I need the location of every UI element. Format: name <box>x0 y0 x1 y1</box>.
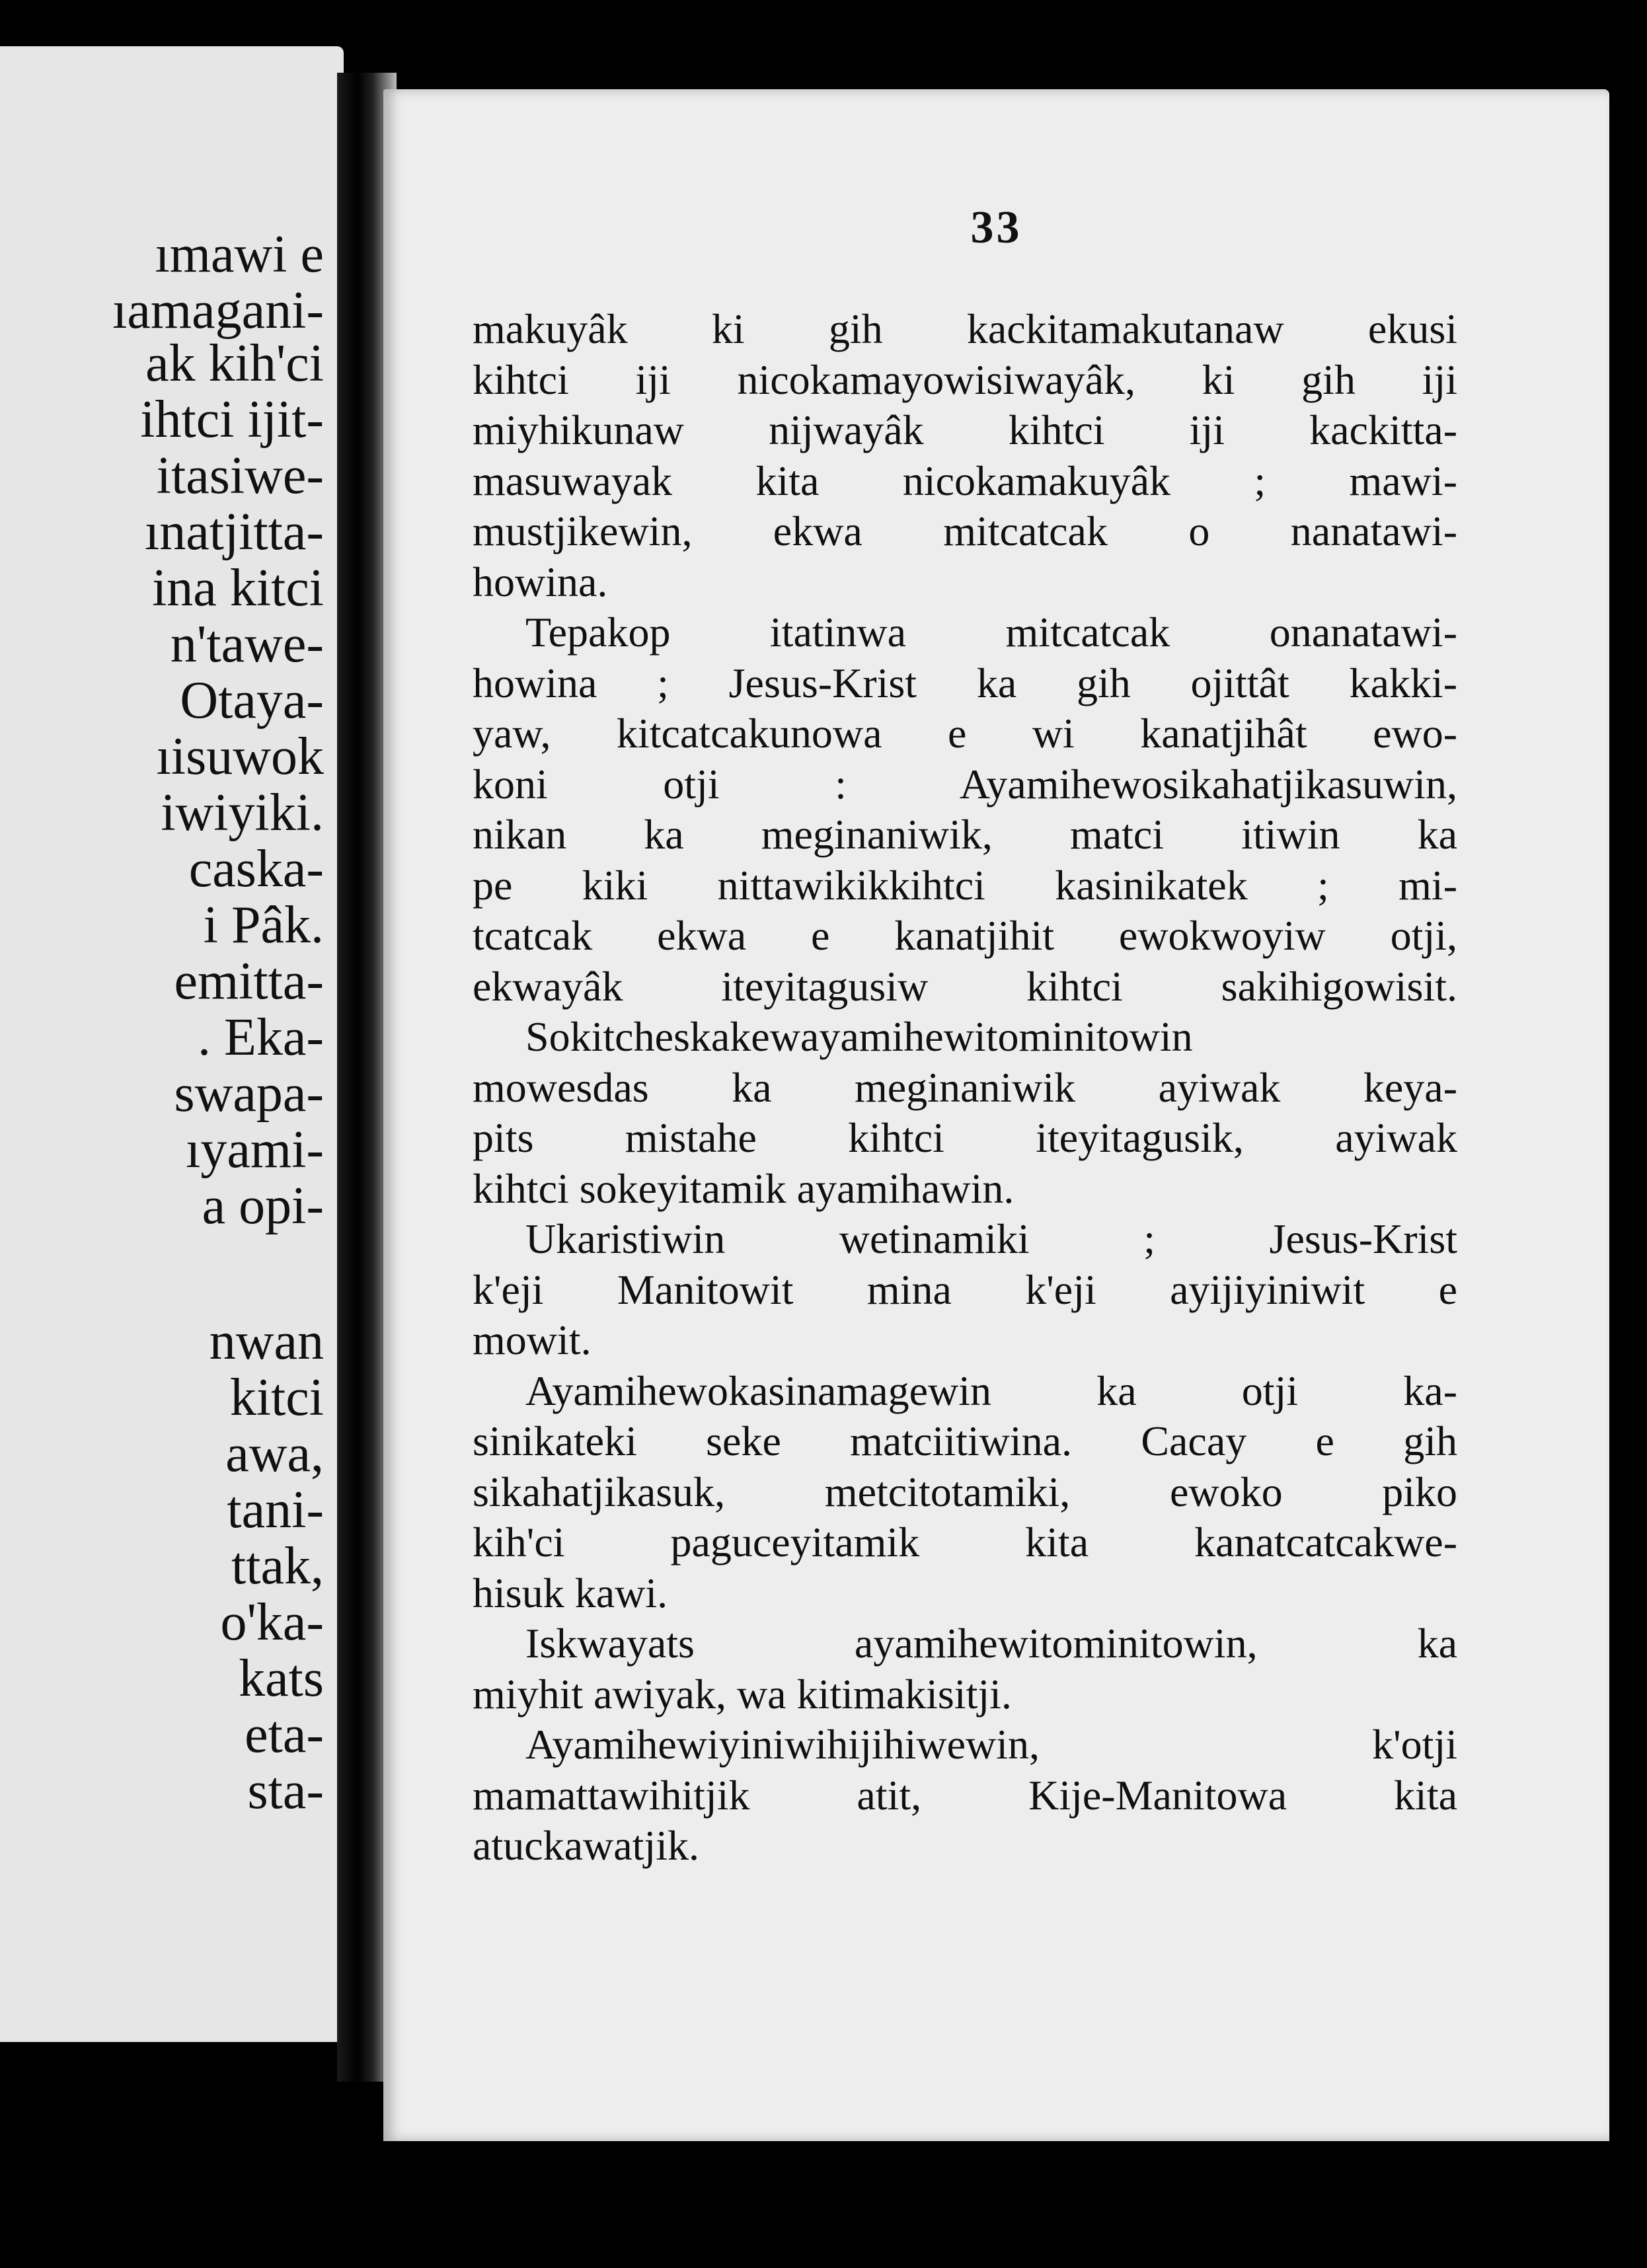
text-line: howina. <box>473 558 608 605</box>
text-line: Ukaristiwin wetinamiki ; Jesus-Krist <box>525 1215 1457 1262</box>
facing-page-text-fragment: ımawi e <box>155 225 324 284</box>
facing-page-text-fragment: . Eka- <box>197 1008 324 1067</box>
facing-page-text-fragment: ıamagani- <box>112 282 324 340</box>
text-line: Sokitcheskakewayamihewitominitowin <box>525 1013 1193 1060</box>
facing-page-text-fragment: caska- <box>188 840 324 898</box>
facing-page-text-fragment: ak kih'ci <box>145 334 324 393</box>
text-line: howina ; Jesus-Krist ka gih ojittât kakki- <box>473 659 1457 706</box>
text-line: pe kiki nittawikikkihtci kasinikatek ; mi- <box>473 861 1457 909</box>
page-number: 33 <box>970 202 1022 253</box>
facing-page-text-fragment: sta- <box>247 1762 324 1820</box>
facing-page-text-fragment: kats <box>239 1649 324 1708</box>
facing-page-text-fragment: tani- <box>227 1481 324 1539</box>
text-line: k'eji Manitowit mina k'eji ayijiyiniwit e <box>473 1266 1457 1313</box>
text-line: Tepakop itatinwa mitcatcak onanatawi- <box>525 609 1457 656</box>
facing-page-text-fragment: o'ka- <box>220 1593 324 1651</box>
facing-page-text-fragment: nwan <box>209 1312 324 1371</box>
text-line: atuckawatjik. <box>473 1822 699 1869</box>
facing-page-text-fragment: swapa- <box>174 1065 324 1123</box>
text-line: sinikateki seke matciitiwina. Cacay e gih <box>473 1418 1457 1464</box>
text-line: mamattawihitjik atit, Kije-Manitowa kita <box>473 1771 1457 1819</box>
text-line: kih'ci paguceyitamik kita kanatcatcakwe- <box>473 1519 1457 1566</box>
text-line: mowesdas ka meginaniwik ayiwak keya- <box>473 1063 1457 1111</box>
facing-page-text-fragment: ina kitci <box>152 559 324 617</box>
text-line: koni otji : Ayamihewosikahatjikasuwin, <box>473 760 1457 808</box>
text-line: hisuk kawi. <box>473 1569 668 1616</box>
text-line: sikahatjikasuk, metcitotamiki, ewoko piko <box>473 1468 1457 1515</box>
facing-page-text-fragment: kitci <box>229 1369 324 1427</box>
text-line: masuwayak kita nicokamakuyâk ; mawi- <box>473 457 1457 504</box>
text-line: nikan ka meginaniwik, matci itiwin ka <box>473 811 1457 858</box>
text-line: kihtci sokeyitamik ayamihawin. <box>473 1164 1015 1212</box>
text-line: ekwayâk iteyitagusiw kihtci sakihigowisit. <box>473 962 1457 1010</box>
text-line: pits mistahe kihtci iteyitagusik, ayiwak <box>473 1114 1457 1161</box>
book-page <box>383 89 1609 2141</box>
facing-page-text-fragment: ttak, <box>231 1537 324 1595</box>
text-line: miyhit awiyak, wa kitimakisitji. <box>473 1670 1012 1718</box>
facing-page-text-fragment: ınatjitta- <box>144 503 324 561</box>
text-line: yaw, kitcatcakunowa e wi kanatjihât ewo- <box>473 710 1457 757</box>
text-line: kihtci iji nicokamayowisiwayâk, ki gih iji <box>473 356 1457 403</box>
facing-page-text-fragment: Otaya- <box>180 671 324 730</box>
facing-page-text-fragment: emitta- <box>174 952 324 1010</box>
text-line: tcatcak ekwa e kanatjihit ewokwoyiw otji, <box>473 912 1457 959</box>
text-line: Ayamihewiyiniwihijihiwewin, k'otji <box>525 1721 1457 1768</box>
text-line: Ayamihewokasinamagewin ka otji ka- <box>525 1367 1457 1414</box>
facing-page-text-fragment: iwiyiki. <box>161 784 324 842</box>
text-line: mustjikewin, ekwa mitcatcak o nanatawi- <box>473 508 1457 554</box>
text-line: Iskwayats ayamihewitominitowin, ka <box>525 1620 1457 1667</box>
facing-page-text-fragment: awa, <box>225 1425 324 1483</box>
text-line: mowit. <box>473 1316 592 1363</box>
facing-page-text-fragment: ıyami- <box>186 1121 324 1179</box>
facing-page-text-fragment: ıisuwok <box>156 728 324 786</box>
text-line: makuyâk ki gih kackitamakutanaw ekusi <box>473 305 1457 352</box>
facing-page-text-fragment: eta- <box>245 1706 324 1764</box>
facing-page-text-fragment: n'tawe- <box>170 615 324 673</box>
body-text <box>473 304 1457 1871</box>
facing-page-text-fragment: i Pâk. <box>203 896 324 954</box>
text-line: miyhikunaw nijwayâk kihtci iji kackitta- <box>473 406 1457 453</box>
facing-page-text-fragment: itasiwe- <box>156 447 324 505</box>
facing-page-text-fragment: ihtci ijit- <box>140 391 324 449</box>
facing-page-fragment <box>0 46 344 2042</box>
facing-page-text-fragment: a opi- <box>202 1177 324 1235</box>
